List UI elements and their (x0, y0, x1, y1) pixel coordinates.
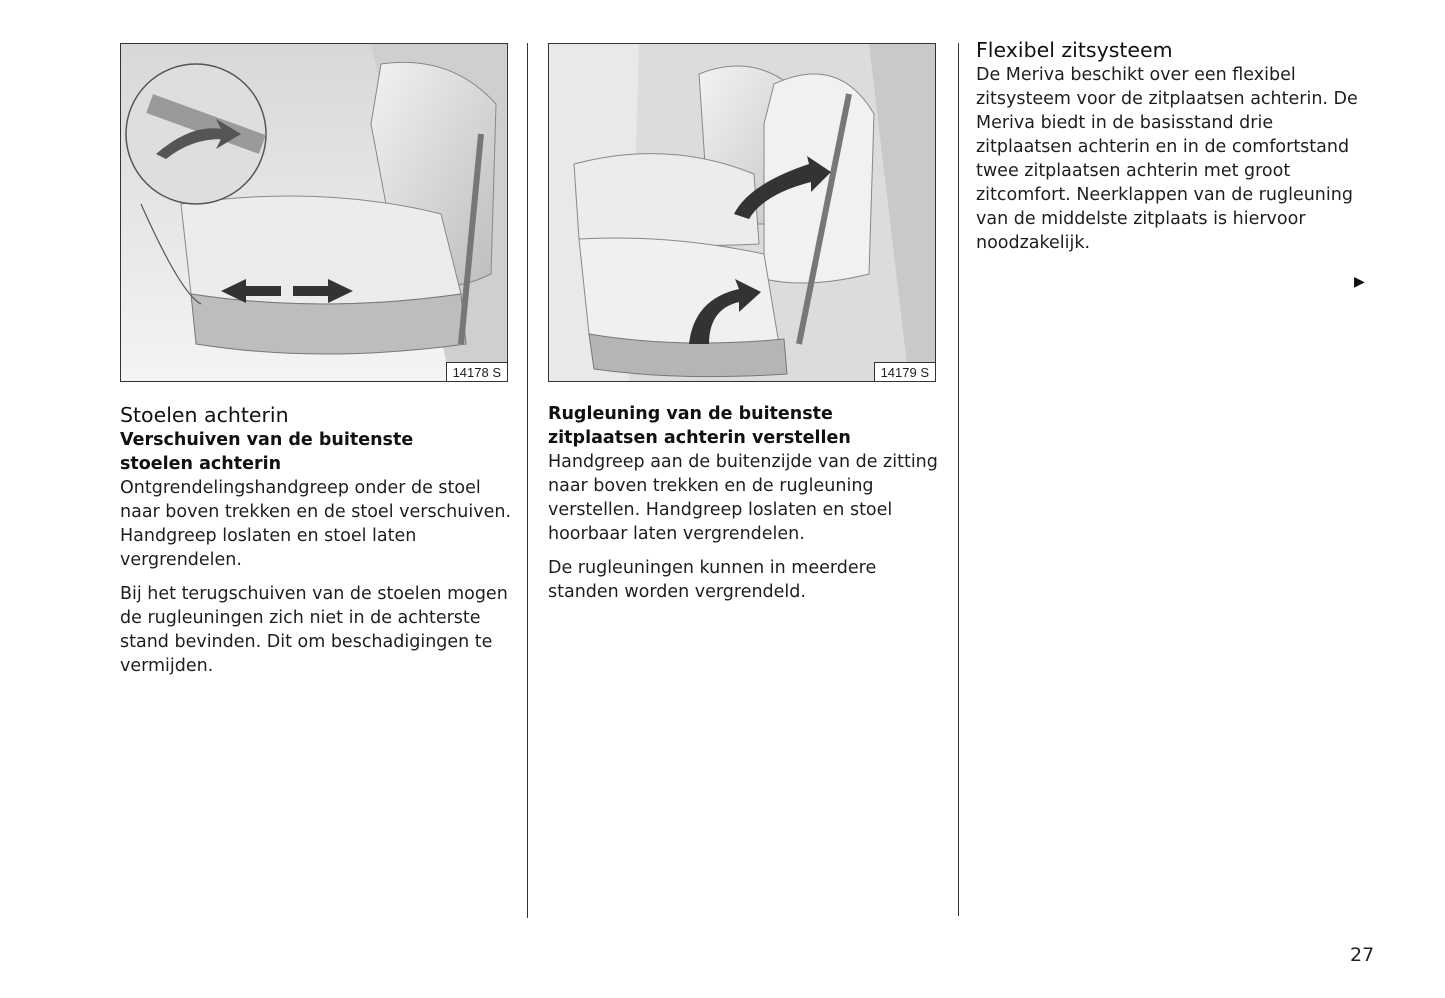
paragraph: Ontgrendelingshandgreep onder de stoel naar boven trekken en de stoel verschuiven. Handgreep loslaten en stoel laten vergrendelen. (120, 478, 512, 570)
figure-backrest-adjust (548, 43, 936, 382)
paragraph: De Meriva beschikt over een flexibel zitsysteem voor de zitplaatsen achterin. De Meriva biedt in de basisstand drie zitplaatsen achterin en in de comfortstand twee zitplaatsen achterin met groot zitcomfort. Neerklappen van de rugleuning van de middelste zitplaats is hiervoor noodzakelijk. (976, 65, 1358, 253)
middle-column (548, 402, 940, 604)
column-divider-left (527, 43, 528, 918)
paragraph: De rugleuningen kunnen in meerdere standen worden vergrendeld. (548, 558, 877, 602)
subsection-title: Rugleuning van de buitenste zitplaatsen achterin verstellen (548, 404, 851, 448)
seat-slide-illustration (121, 44, 507, 381)
paragraph: Bij het terugschuiven van de stoelen mogen de rugleuningen zich niet in de achterste stand bevinden. Dit om beschadigingen te vermijden. (120, 584, 508, 676)
paragraph: Handgreep aan de buitenzijde van de zitting naar boven trekken en de rugleuning verstellen. Handgreep loslaten en stoel hoorbaar laten vergrendelen. (548, 452, 938, 544)
page-number: 27 (1350, 944, 1375, 966)
figure-id: 14179 S (874, 362, 935, 381)
subsection-title: Verschuiven van de buitenste stoelen achterin (120, 430, 414, 474)
section-title: Flexibel zitsysteem (976, 38, 1173, 62)
figure-seat-slide (120, 43, 508, 382)
section-title: Stoelen achterin (120, 403, 289, 427)
continue-arrow-icon: ▶ (1354, 274, 1365, 290)
left-column (120, 402, 512, 678)
right-column (976, 37, 1372, 255)
column-divider-right (958, 43, 959, 916)
figure-id: 14178 S (446, 362, 507, 381)
backrest-adjust-illustration (549, 44, 935, 381)
